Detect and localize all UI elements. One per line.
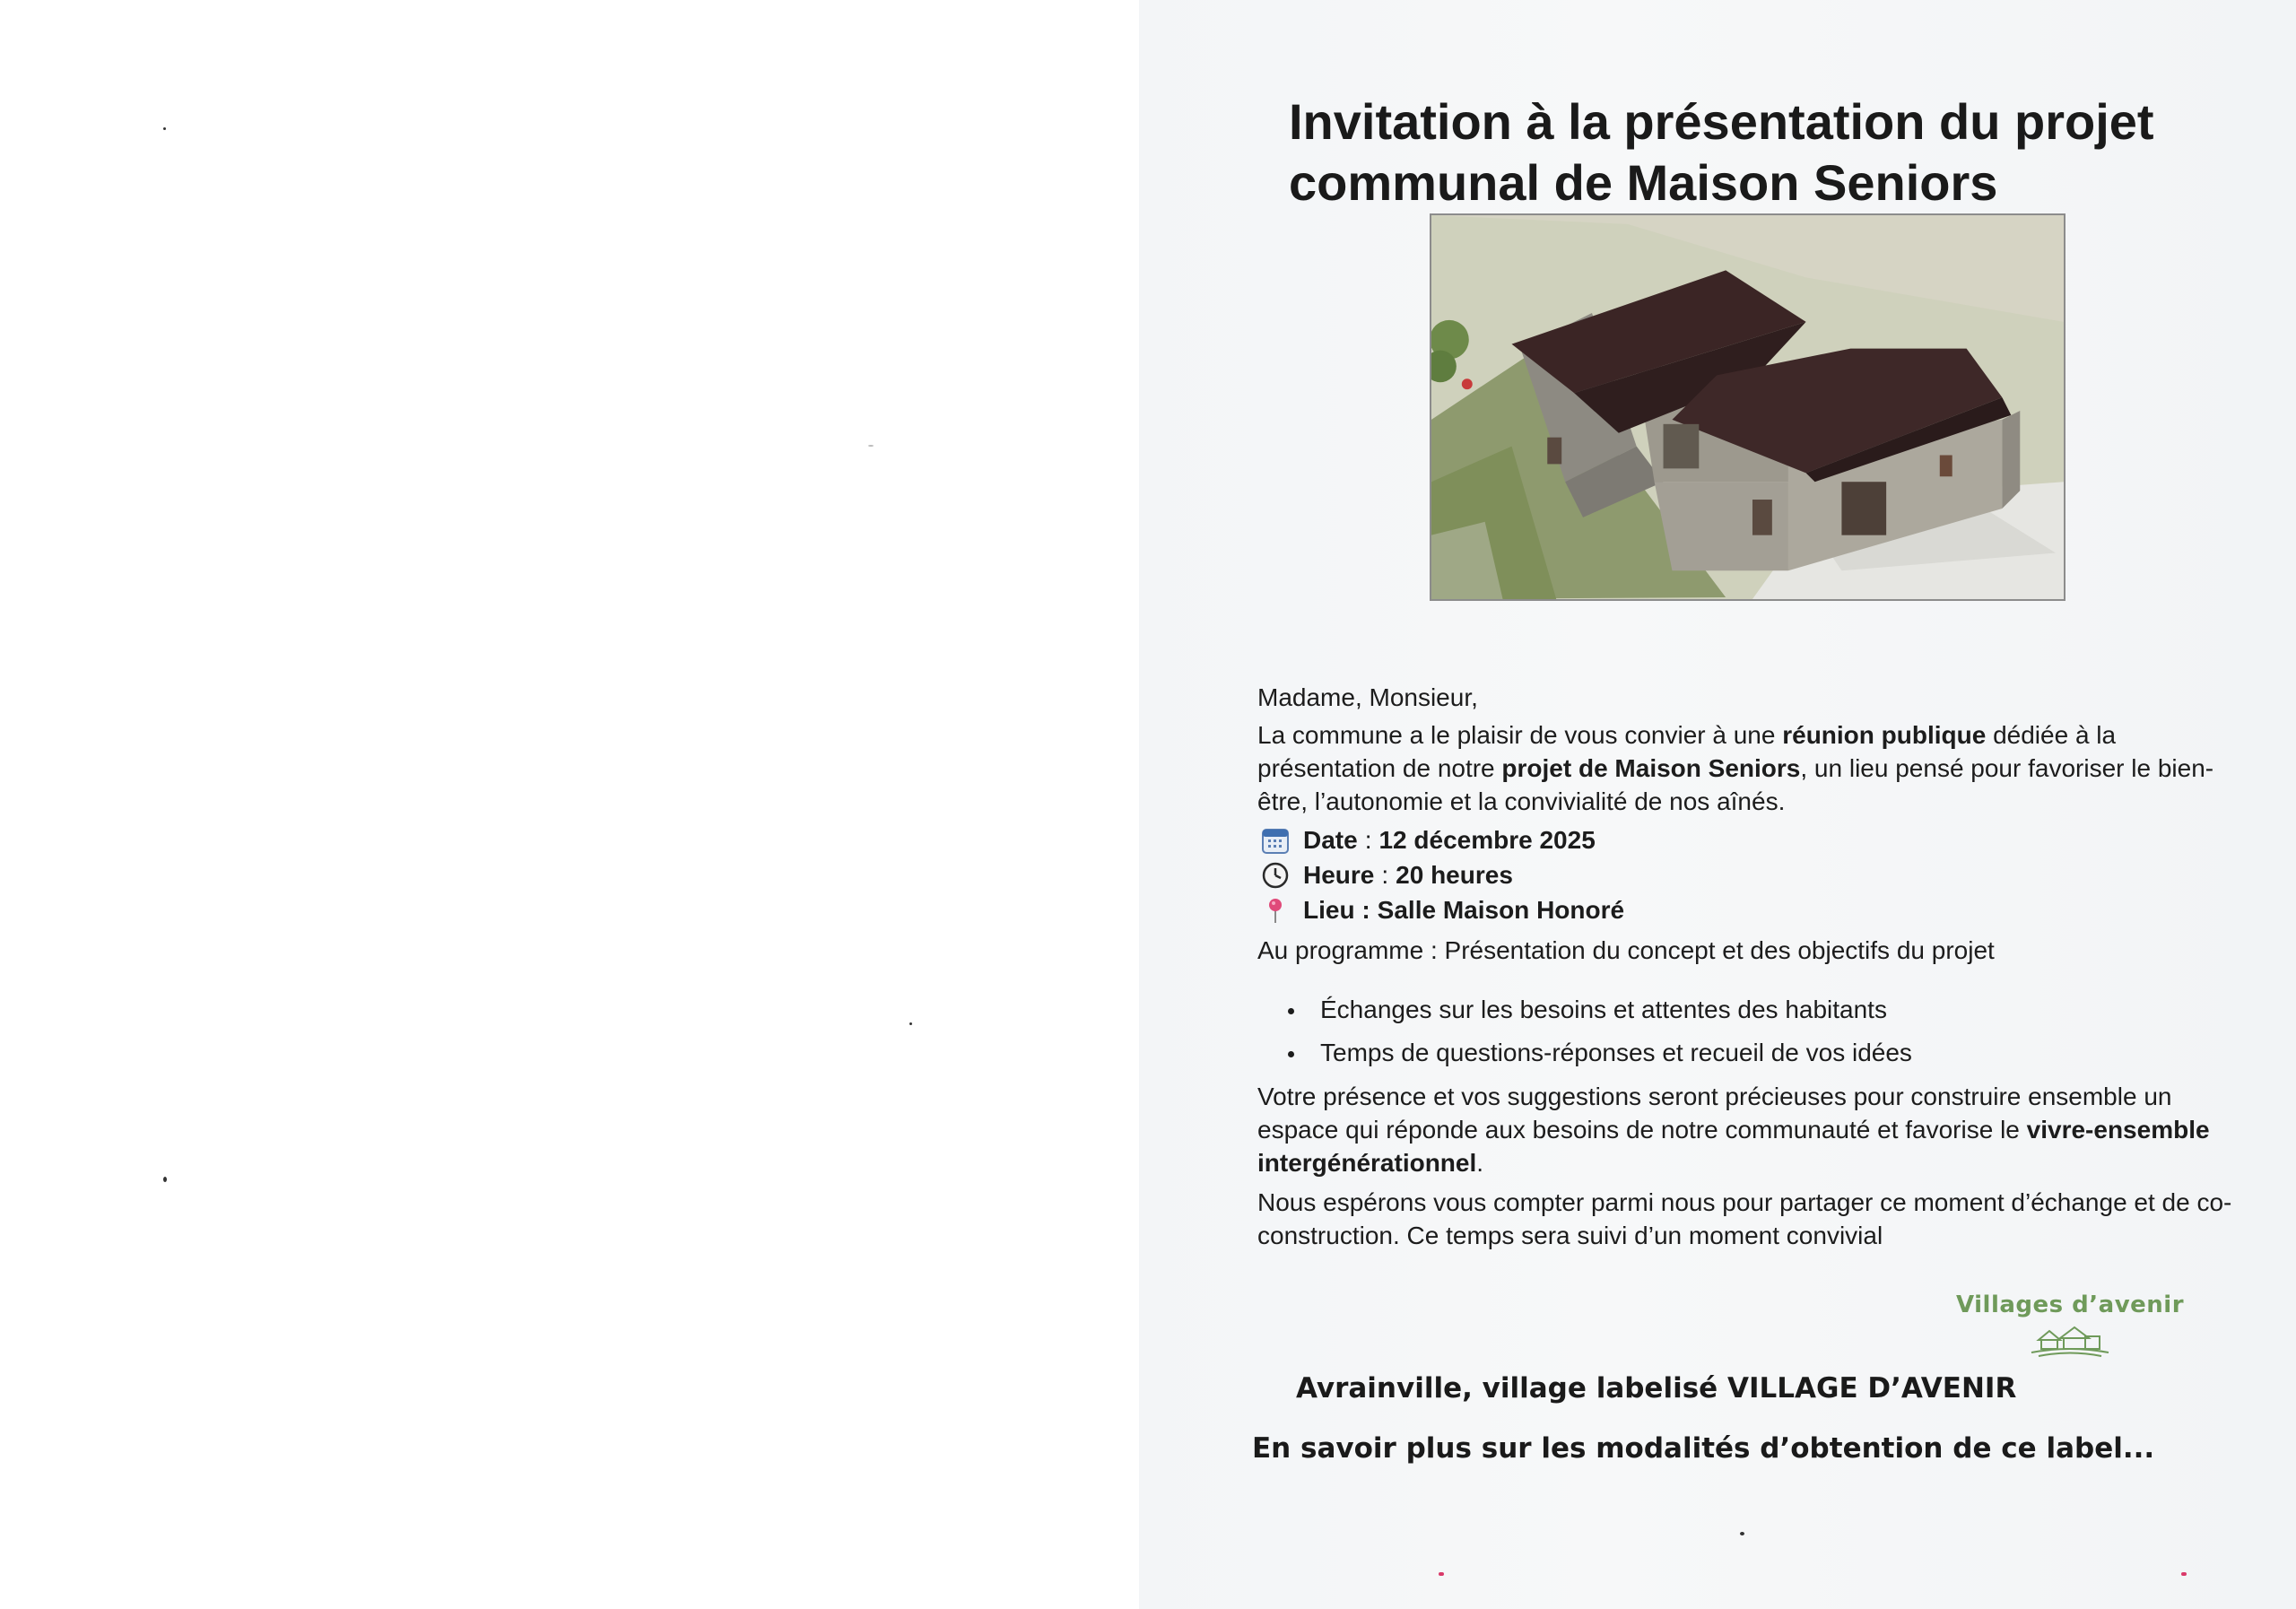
logo-text: Villages d’avenir (1955, 1292, 2185, 1318)
label-line: Avrainville, village labelisé VILLAGE D’AVENIR (1296, 1372, 2017, 1405)
time-value: 20 heures (1396, 861, 1513, 889)
time-label: Heure (1303, 861, 1375, 889)
blank-left-page (0, 0, 1139, 1609)
more-info-link[interactable]: En savoir plus sur les modalités d’obtention de ce label... (1252, 1432, 2155, 1465)
place-label: Lieu : (1303, 896, 1370, 924)
programme-list (1284, 992, 1912, 1078)
scan-speck (163, 127, 166, 130)
intro-text-3: , un lieu pensé pour favoriser le bien-être, l’autonomie et la convivialité de nos aînés. (1257, 754, 2214, 815)
time-separator: : (1381, 861, 1389, 889)
place-value: Salle Maison Honoré (1377, 896, 1625, 924)
greeting: Madame, Monsieur, (1257, 683, 1478, 711)
list-item: Échanges sur les besoins et attentes des habitants (1284, 992, 1912, 1035)
intro-paragraph (1257, 718, 2235, 818)
scan-speck (163, 1177, 167, 1182)
date-row (1260, 824, 1596, 857)
page-title (1289, 91, 2239, 213)
title-line-2: communal de Maison Seniors (1289, 154, 1998, 211)
clock-icon (1260, 860, 1291, 891)
closing-bold: vivre-ensemble intergénérationnel (1257, 1116, 2210, 1177)
programme-line: Au programme : Présentation du concept et des objectifs du projet (1257, 936, 1995, 964)
date-label: Date (1303, 826, 1358, 854)
building-rendering-image (1430, 213, 2066, 601)
village-houses-icon (2030, 1322, 2110, 1358)
date-value: 12 décembre 2025 (1378, 826, 1596, 854)
pin-icon (1260, 895, 1291, 926)
time-row (1260, 859, 1513, 891)
scan-speck (1740, 1532, 1744, 1535)
date-separator: : (1364, 826, 1372, 854)
closing-text-2: . (1476, 1149, 1484, 1177)
intro-text-2: dédiée à la présentation de notre (1257, 721, 2117, 782)
villages-davenir-logo (1944, 1292, 2196, 1372)
intro-text-1: La commune a le plaisir de vous convier à une (1257, 721, 1783, 749)
scan-mark (2181, 1572, 2187, 1576)
closing-paragraph-2: Nous espérons vous compter parmi nous pour partager ce moment d’échange et de co-construction. Ce temps sera suivi d’un moment convivial (1257, 1188, 2232, 1249)
scan-speck (909, 1022, 912, 1025)
intro-bold-1: réunion publique (1782, 721, 1987, 749)
scan-mark (1439, 1572, 1444, 1576)
calendar-icon (1260, 825, 1291, 856)
list-item: Temps de questions-réponses et recueil de vos idées (1284, 1035, 1912, 1078)
title-line-1: Invitation à la présentation du projet (1289, 93, 2154, 150)
scan-speck (868, 445, 874, 447)
intro-bold-2: projet de Maison Seniors (1501, 754, 1801, 782)
place-row (1260, 894, 1624, 926)
closing-text-1: Votre présence et vos suggestions seront précieuses pour construire ensemble un espace qui réponde aux besoins de notre communauté et favorise le (1257, 1083, 2172, 1144)
closing-paragraph-1 (1257, 1080, 2235, 1179)
